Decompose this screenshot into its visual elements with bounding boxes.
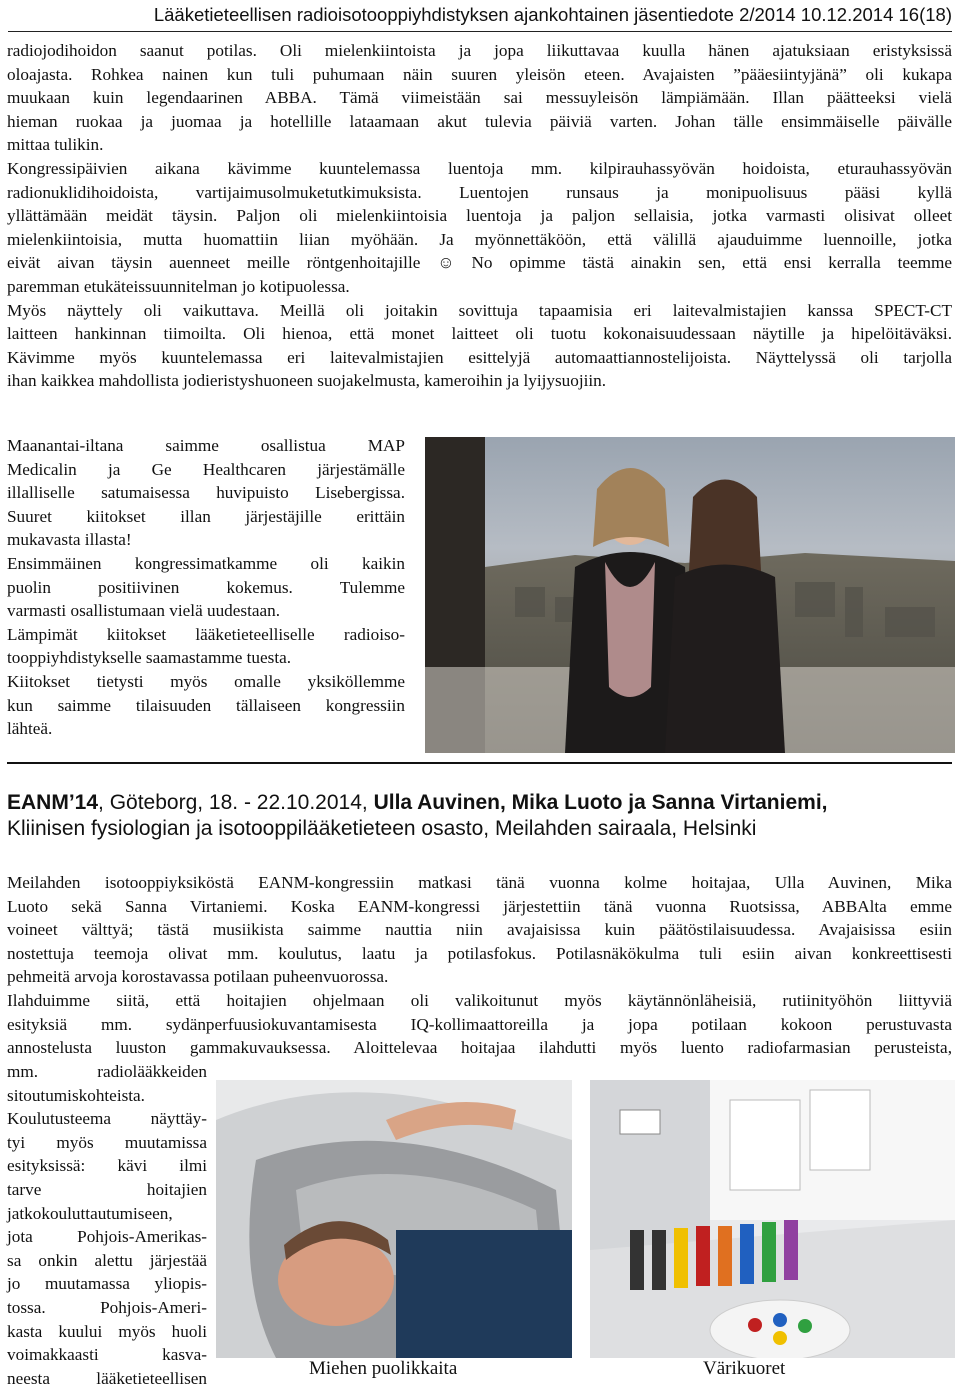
text-line: yllättämään meidät täysin. Paljon oli mielenkiintoisia luentoja ja paljon sellaisia, jotka varmasti olisivat olleet [7, 206, 952, 226]
text-line: pehmeitä arvoja korostavassa potilaan puheenvuorossa. [7, 967, 389, 987]
text-line: mm. radiolääkkeiden [7, 1062, 207, 1081]
text-line: Ensimmäinen kongressimatkamme oli kaikin [7, 553, 405, 573]
text-line: kun saimme tilaisuuden tällaiseen kongressiin [7, 695, 405, 715]
text-line: annostelusta luuston gammakuvauksessa. Aloittelevaa hoitajaa ilahdutti myös luento radiofarmasian perusteista, [7, 1038, 952, 1058]
text-line: varmasti osallistumaan vielä uudestaan. [7, 601, 281, 621]
text-line: neesta lääketieteellisen [7, 1368, 207, 1388]
text-line: laitteen hankinnan tiimoilta. Oli hienoa, että monet laitteet oli tuotu kokonaisuudessaan näytille ja hipelöitäväksi. [7, 324, 952, 344]
text-line: hieman ruokaa ja juomaa ja hotellille lataamaan akut tulevia päiviä varten. Johan tälle ensimmäiselle päivälle [7, 111, 952, 131]
photo-color-caps-display [590, 1080, 955, 1358]
text-line: mittaa tulikin. [7, 135, 104, 155]
text-line: Kiitokset tietysti myös omalle yksiköllemme [7, 671, 405, 691]
text-line: kasta kuului myös huoli [7, 1321, 207, 1341]
text-line: voimakkaasti kasva- [7, 1345, 207, 1365]
text-line: muukaan kuin legendaarinen ABBA. Tämä viimeistään sai messuyleisön lämpiämään. Illan päätteeksi vielä [7, 88, 952, 108]
text-line: Ilahduimme siitä, että hoitajien ohjelmaan oli valikoitunut myös käytännönläheisiä, rutiinityöhön liittyviä [7, 990, 952, 1010]
article-body-text [7, 871, 952, 1060]
text-line: paremman etukäteissuunnitelman jo kotipuolessa. [7, 276, 350, 296]
text-line: tooppiyhdistykselle saamastamme tuesta. [7, 648, 292, 668]
text-line: jo muutamassa yliopis- [7, 1274, 207, 1294]
text-line: Medicalin ja Ge Healthcaren järjestämälle [7, 459, 405, 479]
text-line: jatkokouluttautumiseen, [7, 1203, 173, 1223]
text-line: lähteä. [7, 719, 53, 739]
section-divider [7, 762, 952, 764]
text-line: puolin positiivinen kokemus. Tulemme [7, 577, 405, 597]
text-line: Kongressipäivien aikana kävimme kuuntelemassa luentoja mm. kilpirauhassyövän hoidoista, eturauhassyövän [7, 158, 952, 178]
text-line: ihan kaikkea mahdollista jodieristyshuoneen suojakelmusta, kameroihin ja lyijysuojiin. [7, 371, 607, 391]
header-text: Lääketieteellisen radioisotooppiyhdistyksen ajankohtainen jäsentiedote 2/2014 10.12.2014 16(18) [153, 4, 952, 25]
text-line: esityksissä: kävi ilmi [7, 1156, 207, 1176]
text-line: illalliselle satumaisessa huvipuisto Lisebergissa. [7, 483, 405, 503]
header-rule [8, 31, 952, 32]
conference-place-date: , Göteborg, 18. - 22.10.2014, [98, 791, 374, 814]
text-line: tyi myös muutamissa [7, 1132, 207, 1152]
photo-patient-on-scanner [216, 1080, 572, 1358]
text-line: radiojodihoidon saanut potilas. Oli mielenkiintoista ja jopa liikuttavaa kuulla hänen ajatuksiaan eristyksissä [7, 41, 952, 60]
narrow-column-text [7, 1060, 207, 1390]
text-line: oloajasta. Rohkea nainen kun tuli puhumaan näin suuren yleisön eteen. Avajaisten ”pääesiintyjänä” oli kukapa [7, 64, 952, 84]
text-line: Lämpimät kiitokset lääketieteelliselle radioiso- [7, 624, 405, 644]
photo-two-women-city-view [425, 437, 955, 753]
text-line: jota Pohjois-Amerikas- [7, 1227, 207, 1247]
text-line: mielenkiintoisia, mutta huomattiin liian myöhään. Ja myönnettäköön, että välillä ajauduimme luennoille, jotka [7, 229, 952, 249]
text-line: tossa. Pohjois-Ameri- [7, 1297, 207, 1317]
article-heading [7, 790, 952, 842]
text-line: Koulutusteema näyttäy- [7, 1109, 207, 1129]
text-line: Maanantai-iltana saimme osallistua MAP [7, 436, 405, 455]
photo-caption-right: Värikuoret [703, 1358, 786, 1379]
left-column-text [7, 434, 405, 741]
text-line: mukavasta illasta! [7, 530, 132, 550]
text-line: eivät aivan täysin auenneet meille röntgenhoitajille ☺ No opimme tästä ainakin sen, että ensi kerralla teemme [7, 253, 952, 273]
text-line: Suuret kiitokset illan järjestäjille erittäin [7, 506, 405, 526]
text-line: sa onkin alettu järjestää [7, 1250, 207, 1270]
text-line: voineet välttyä; tästä musiikista saimme nauttia niin avajaisissa kuin päätöstilaisuudessa. Avajaisissa esiin [7, 920, 952, 940]
article-title [7, 790, 952, 816]
photo-caption-left: Miehen puolikkaita [309, 1358, 458, 1379]
top-text-block [7, 39, 952, 393]
text-line: esityksiä mm. sydänperfuusiokuvantamisesta IQ-kollimaattoreilla ja jopa potilaan kokoon perustuvasta [7, 1014, 952, 1034]
text-line: nostettuja teemoja olivat mm. koulutus, laatu ja potilasfokus. Potilasnäkökulma tuli esiin aivan konkreettisesti [7, 943, 952, 963]
text-line: Kävimme myös kuuntelemassa eri laitevalmistajien esittelyjä automaattiannostelijoista. Näyttelyssä oli tarjolla [7, 347, 952, 367]
text-line: tarve hoitajien [7, 1179, 207, 1199]
text-line: Meilahden isotooppiyksiköstä EANM-kongressiin matkasi tänä vuonna kolme hoitajaa, Ulla Auvinen, Mika [7, 873, 952, 892]
page-header [0, 0, 960, 30]
text-line: radionuklidihoidoista, vartijaimusolmuketutkimuksista. Luentojen runsaus ja monipuolisuus pääsi kyllä [7, 182, 952, 202]
text-line: Luoto sekä Sanna Virtaniemi. Koska EANM-kongressi järjestettiin tänä vuonna Ruotsissa, ABBAlta emme [7, 896, 952, 916]
text-line: Myös näyttely oli vaikuttava. Meillä oli joitakin sovittuja tapaamisia eri laitevalmistajien kanssa SPECT-CT [7, 300, 952, 320]
text-line: sitoutumiskohteista. [7, 1085, 145, 1105]
article-authors: Ulla Auvinen, Mika Luoto ja Sanna Virtaniemi, [373, 791, 828, 814]
article-affiliation: Kliinisen fysiologian ja isotooppilääketieteen osasto, Meilahden sairaala, Helsinki [7, 817, 757, 840]
conference-name: EANM’14 [7, 791, 99, 814]
